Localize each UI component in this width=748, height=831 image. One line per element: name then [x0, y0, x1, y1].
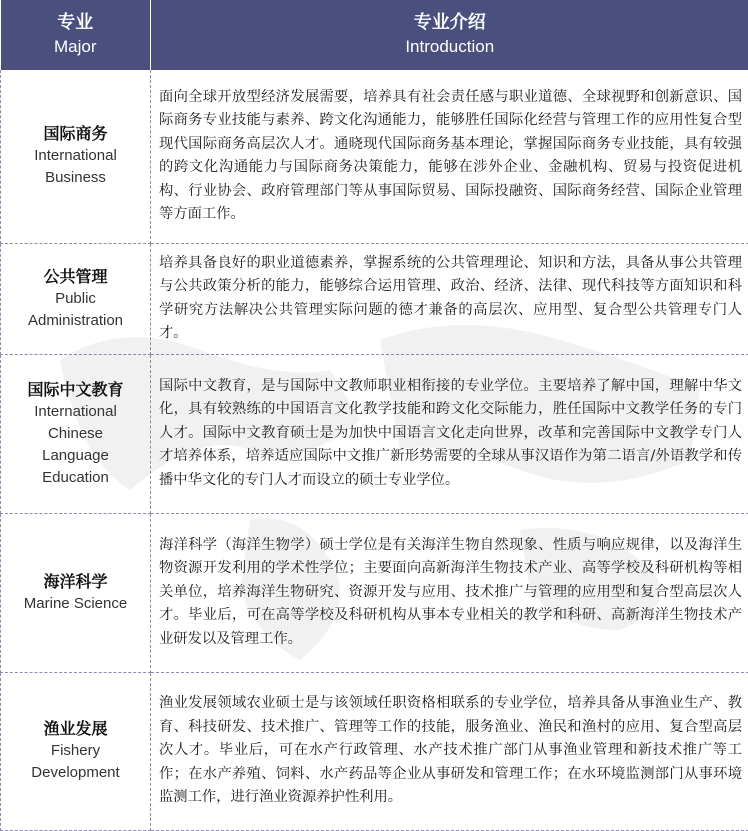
major-name-en: Education — [1, 467, 150, 489]
table-row — [1, 354, 748, 513]
major-name-en: International — [1, 145, 150, 167]
major-name-en: Administration — [1, 310, 150, 332]
major-intro-text: 海洋科学（海洋生物学）硕士学位是有关海洋生物自然现象、性质与响应规律，以及海洋生物资源开发利用的学术性学位；主要面向高新海洋生物技术产业、高等学校及科研机构等相关单位，培养海洋生物研究、资源开发与应用、技术推广与管理的应用型和复合型高层次人才。毕业后，可在高等学校及科研机构从事本专业相关的教学和科研、高新海洋生物技术产业研发以及管理工作。 — [151, 513, 748, 672]
major-name-zh: 国际商务 — [1, 123, 150, 145]
major-name-en: Marine Science — [1, 593, 150, 615]
header-intro-en: Introduction — [151, 36, 748, 58]
major-name-cell — [1, 513, 151, 672]
major-intro-text: 渔业发展领域农业硕士是与该领域任职资格相联系的专业学位，培养具备从事渔业生产、教育、科技研发、技术推广、管理等工作的技能，服务渔业、渔民和渔村的应用、复合型高层次人才。毕业后，可在水产行政管理、水产技术推广部门从事渔业管理和新技术推广等工作；在水产养殖、饲料、水产药品等企业从事研发和管理工作；在水环境监测部门从事环境监测工作，进行渔业资源养护性利用。 — [151, 672, 748, 830]
major-name-en: Business — [1, 167, 150, 189]
major-intro-text: 面向全球开放型经济发展需要，培养具有社会责任感与职业道德、全球视野和创新意识、国际商务专业技能与素养、跨文化沟通能力，能够胜任国际化经营与管理工作的应用性复合型现代国际商务高层次人才。通晓现代国际商务基本理论，掌握国际商务专业技能，具有较强的跨文化沟通能力与国际商务决策能力，能够在涉外企业、金融机构、贸易与投资促进机构、行业协会、政府管理部门等从事国际贸易、国际投融资、国际商务经营、国际企业管理等方面工作。 — [151, 70, 748, 243]
table-row — [1, 70, 748, 243]
header-intro-zh: 专业介绍 — [151, 12, 748, 34]
major-intro-text: 培养具备良好的职业道德素养，掌握系统的公共管理理论、知识和方法，具备从事公共管理与公共政策分析的能力，能够综合运用管理、政治、经济、法律、现代科技等方面知识和科学研究方法解决公共管理实际问题的德才兼备的高层次、应用型、复合型公共管理专门人才。 — [151, 243, 748, 354]
header-major-zh: 专业 — [1, 12, 151, 34]
major-name-cell — [1, 243, 151, 354]
header-introduction — [151, 0, 748, 70]
major-name-zh: 公共管理 — [1, 266, 150, 288]
table-row — [1, 243, 748, 354]
table-header-row — [1, 0, 748, 70]
header-major-en: Major — [1, 36, 151, 58]
header-major — [1, 0, 151, 70]
major-name-cell — [1, 672, 151, 830]
table-row — [1, 513, 748, 672]
major-name-en: Chinese — [1, 423, 150, 445]
major-name-en: Public — [1, 288, 150, 310]
major-intro-text: 国际中文教育，是与国际中文教师职业相衔接的专业学位。主要培养了解中国，理解中华文化，具有较熟练的中国语言文化教学技能和跨文化交际能力，胜任国际中文教学任务的专门人才。国际中文教育硕士是为加快中国语言文化走向世界，改革和完善国际中文教学专门人才培养体系，培养适应国际中文推广新形势需要的全球从事汉语作为第二语言/外语教学和传播中华文化的专门人才而设立的硕士专业学位。 — [151, 354, 748, 513]
major-name-zh: 海洋科学 — [1, 571, 150, 593]
major-name-cell — [1, 354, 151, 513]
major-name-cell — [1, 70, 151, 243]
major-name-en: Language — [1, 445, 150, 467]
major-name-zh: 渔业发展 — [1, 718, 150, 740]
major-name-en: International — [1, 401, 150, 423]
major-name-zh: 国际中文教育 — [1, 379, 150, 401]
major-name-en: Fishery — [1, 740, 150, 762]
major-name-en: Development — [1, 762, 150, 784]
table-row — [1, 672, 748, 830]
